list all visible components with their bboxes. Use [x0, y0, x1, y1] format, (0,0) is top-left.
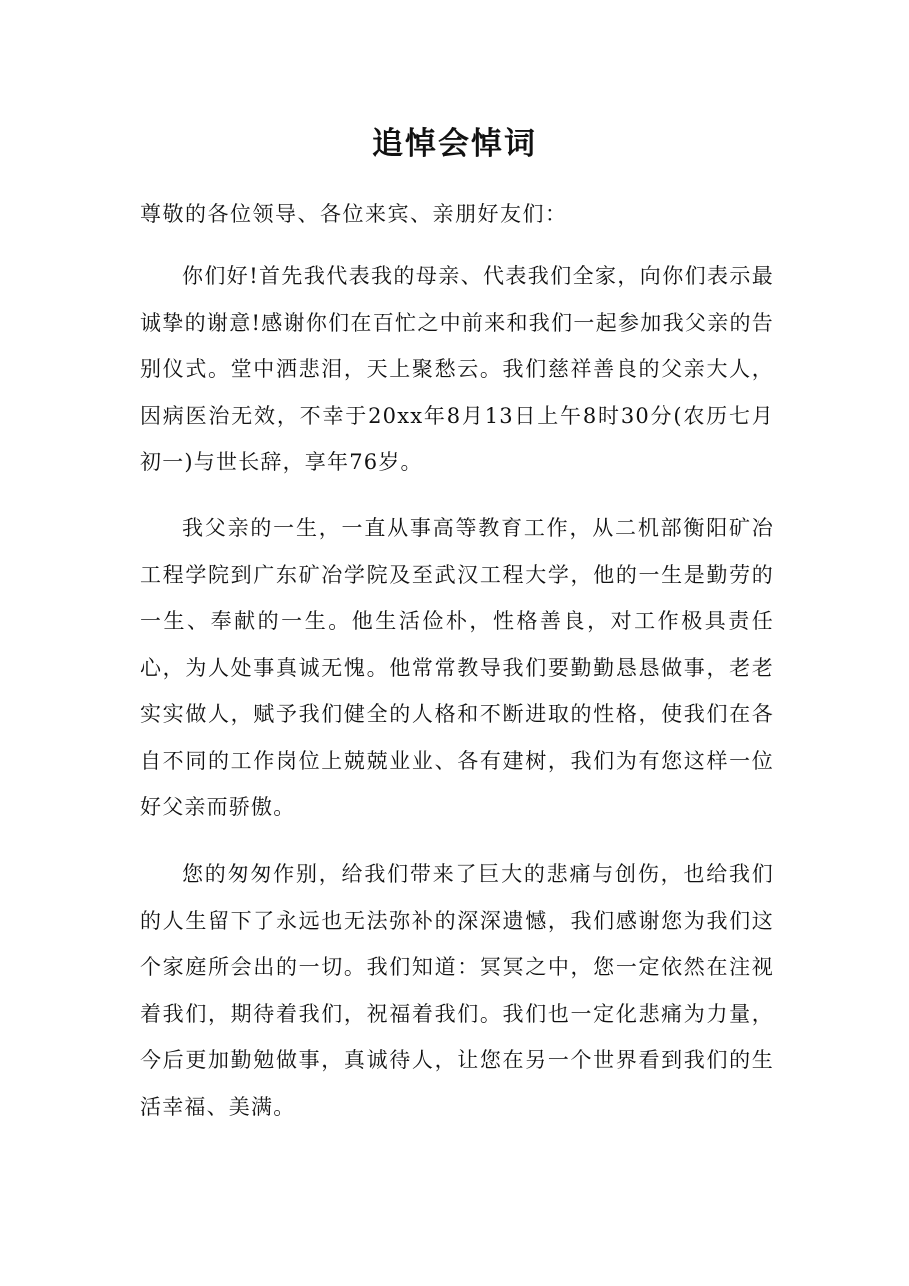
paragraph-2: 我父亲的一生，一直从事高等教育工作，从二机部衡阳矿冶工程学院到广东矿冶学院及至武汉工程大学，他的一生是勤劳的一生、奉献的一生。他生活俭朴，性格善良，对工作极具责任心，为人处事真诚无愧。他常常教导我们要勤勤恳恳做事，老老实实做人，赋予我们健全的人格和不断进取的性格，使我们在各自不同的工作岗位上兢兢业业、各有建树，我们为有您这样一位好父亲而骄傲。	[140, 516, 774, 819]
document-title: 追悼会悼词	[372, 126, 537, 162]
paragraph-3: 您的匆匆作别，给我们带来了巨大的悲痛与创伤，也给我们的人生留下了永远也无法弥补的深深遗憾，我们感谢您为我们这个家庭所会出的一切。我们知道：冥冥之中，您一定依然在注视着我们，期待着我们，祝福着我们。我们也一定化悲痛为力量，今后更加勤勉做事，真诚待人，让您在另一个世界看到我们的生活幸福、美满。	[140, 862, 774, 1119]
paragraph-1: 你们好!首先我代表我的母亲、代表我们全家，向你们表示最诚挚的谢意!感谢你们在百忙之中前来和我们一起参加我父亲的告别仪式。堂中洒悲泪，天上聚愁云。我们慈祥善良的父亲大人，因病医治无效，不幸于20xx年8月13日上午8时30分(农历七月初一)与世长辞，享年76岁。	[140, 264, 774, 474]
salutation: 尊敬的各位领导、各位来宾、亲朋好友们：	[140, 202, 568, 226]
